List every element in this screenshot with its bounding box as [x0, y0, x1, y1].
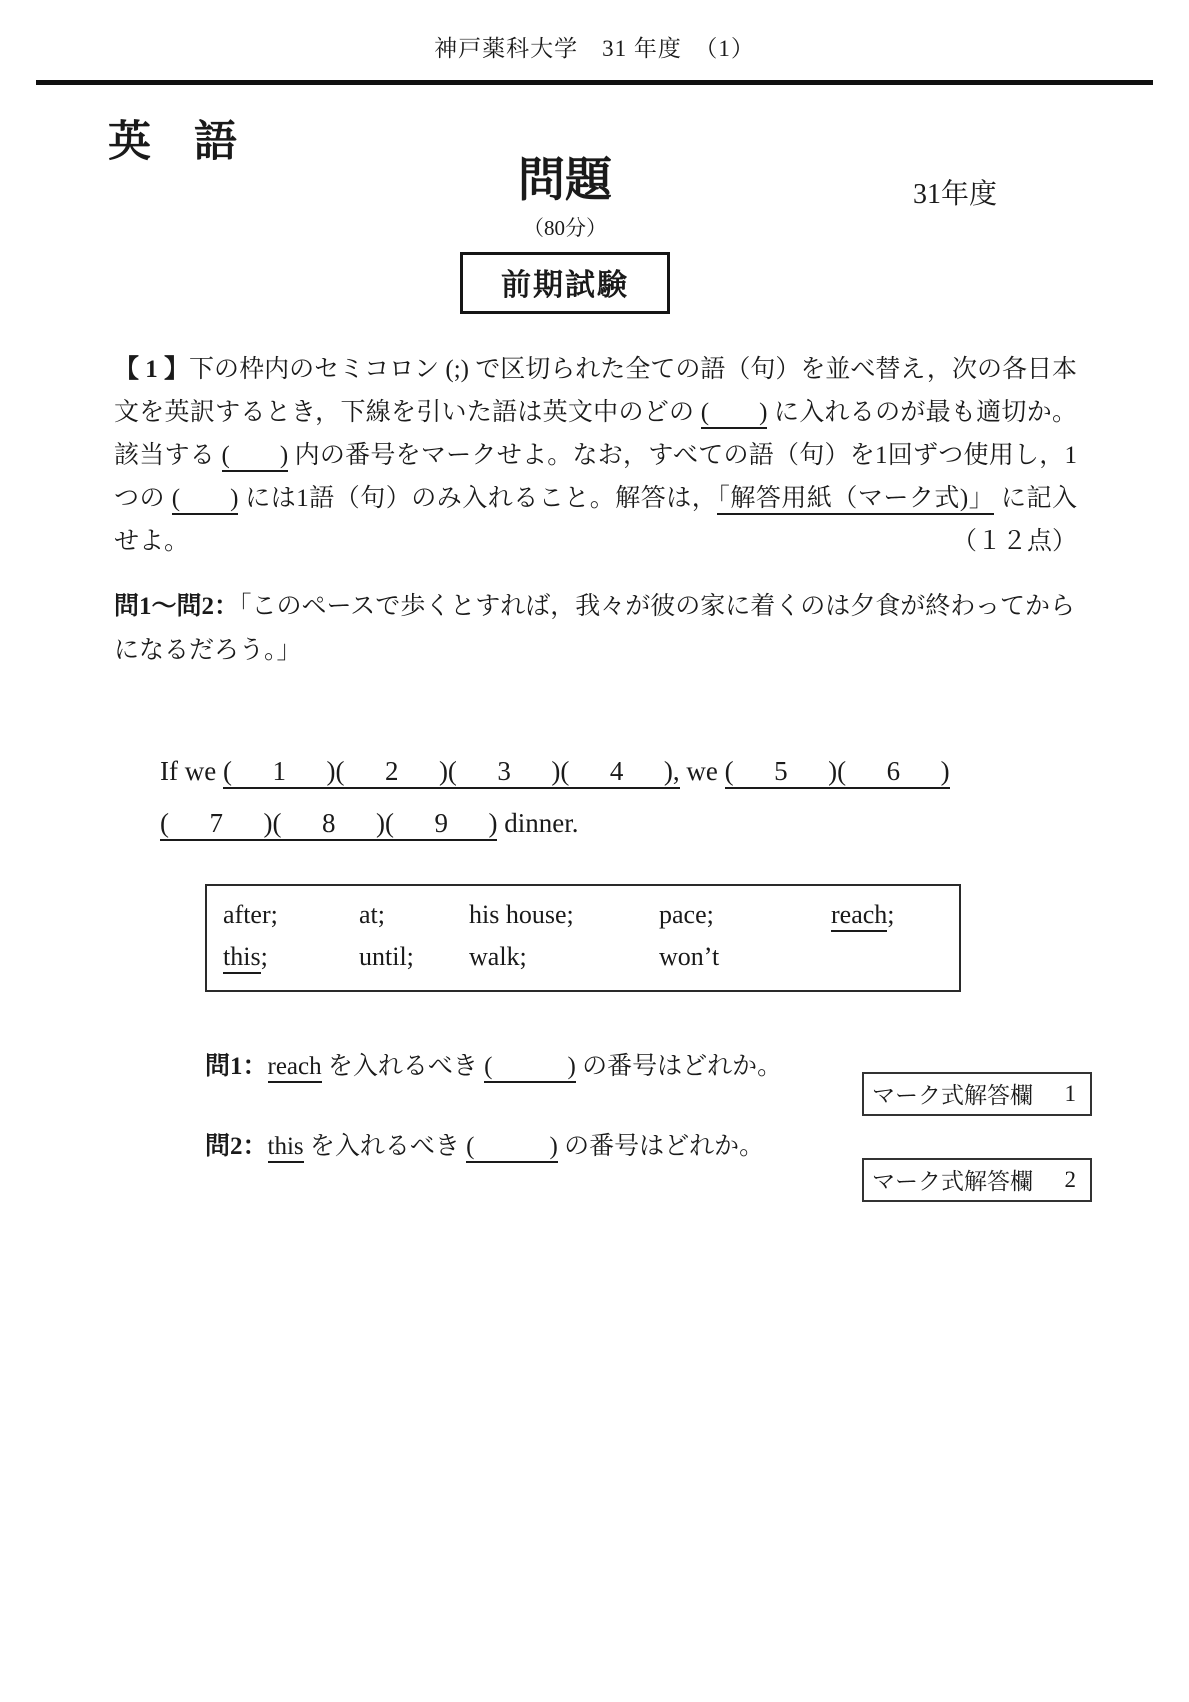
header-rule — [36, 80, 1153, 85]
sentence-line-2 — [160, 797, 1080, 849]
question-1-line — [205, 1046, 782, 1082]
points-label: （１２点） — [951, 528, 1077, 555]
question-1-label: 問1： — [205, 1053, 268, 1080]
word-cell — [469, 936, 659, 978]
word-text: until; — [359, 942, 414, 971]
question-2-line — [205, 1126, 764, 1162]
question-1-blank: ( ) — [484, 1053, 576, 1083]
question-2-mid: を入れるべき — [303, 1133, 467, 1160]
word-text: ; — [260, 942, 268, 971]
question-1-word: reach — [268, 1053, 322, 1083]
sentence-suffix: dinner. — [497, 808, 579, 838]
question-intro-label: 問1～問2： — [114, 593, 240, 620]
english-sentence — [160, 745, 1080, 849]
word-box — [205, 884, 961, 992]
word-underlined: this — [223, 942, 261, 974]
word-underlined: reach — [831, 900, 887, 932]
sentence-blanks-5-6: ( 5 )( 6 ) — [725, 756, 950, 789]
instruction-text-f: に記入せよ。 — [114, 485, 1077, 555]
instruction-text-c: 内の番号をマークせよ。なお，すべての語（句）を1回ずつ使用し，1つの — [114, 442, 1077, 512]
word-box-row-1 — [223, 894, 959, 936]
question-2-tail: の番号はどれか。 — [557, 1133, 765, 1160]
word-text: walk; — [469, 942, 527, 971]
section1-instructions — [114, 348, 1077, 563]
word-text: at; — [359, 900, 385, 929]
page-header: 神戸薬科大学 31 年度 （1） — [434, 36, 755, 61]
instruction-text-d: には1語（句）のみ入れること。解答は， — [238, 485, 718, 512]
sentence-blanks-1-4: ( 1 )( 2 )( 3 )( 4 ), — [223, 756, 680, 789]
answer-box-1 — [862, 1072, 1092, 1116]
question-intro-text: 「このペースで歩くとすれば，我々が彼の家に着くのは夕食が終わってからになるだろう。」 — [114, 593, 1076, 664]
word-cell — [223, 894, 359, 936]
instruction-text-b: に入れるのが最も適切か。該当する — [114, 399, 1077, 469]
sentence-line-1 — [160, 745, 1080, 797]
instruction-blank-2: ( ) — [222, 442, 289, 472]
question-1-tail: の番号はどれか。 — [575, 1053, 783, 1080]
sentence-mid: we — [679, 756, 725, 786]
word-text: his house; — [469, 900, 574, 929]
instruction-text-a: 下の枠内のセミコロン (;) で区切られた全ての語（句）を並べ替え，次の各日本文を英訳するとき，下線を引いた語は英文中のどの — [114, 356, 1077, 426]
exam-session-box: 前期試験 — [460, 252, 670, 314]
subject-title: 英 語 — [108, 119, 237, 166]
question-2-word: this — [268, 1133, 304, 1163]
exam-duration: （80分） — [523, 215, 607, 240]
answer-box-1-label: マーク式解答欄 — [872, 1083, 1033, 1108]
word-text: ; — [887, 900, 895, 929]
instruction-blank-3: ( ) — [172, 485, 239, 515]
word-cell — [223, 936, 359, 978]
question-2-label: 問2： — [205, 1133, 268, 1160]
answer-box-1-number: 1 — [1064, 1080, 1076, 1106]
word-cell — [831, 894, 959, 936]
sentence-prefix: If we — [160, 756, 223, 786]
word-cell — [359, 936, 469, 978]
instruction-blank-1: ( ) — [701, 399, 768, 429]
exam-title: 問題 — [518, 155, 612, 207]
answer-sheet-ref: 「解答用紙（マーク式)」 — [717, 485, 994, 515]
question-2-blank: ( ) — [466, 1133, 558, 1163]
answer-box-2-label: マーク式解答欄 — [872, 1169, 1033, 1194]
question-intro — [114, 585, 1089, 673]
question-1-mid: を入れるべき — [321, 1053, 485, 1080]
word-text: after; — [223, 900, 278, 929]
word-text: won’t — [659, 942, 720, 971]
year-label: 31年度 — [913, 179, 998, 210]
word-box-row-2 — [223, 936, 959, 978]
word-cell — [659, 936, 831, 978]
word-cell — [469, 894, 659, 936]
word-text: pace; — [659, 900, 714, 929]
answer-box-2-number: 2 — [1064, 1166, 1076, 1192]
section1-number: 【 1 】 — [114, 356, 190, 383]
answer-box-2 — [862, 1158, 1092, 1202]
word-cell — [659, 894, 831, 936]
sentence-blanks-7-9: ( 7 )( 8 )( 9 ) — [160, 808, 497, 841]
word-cell — [359, 894, 469, 936]
